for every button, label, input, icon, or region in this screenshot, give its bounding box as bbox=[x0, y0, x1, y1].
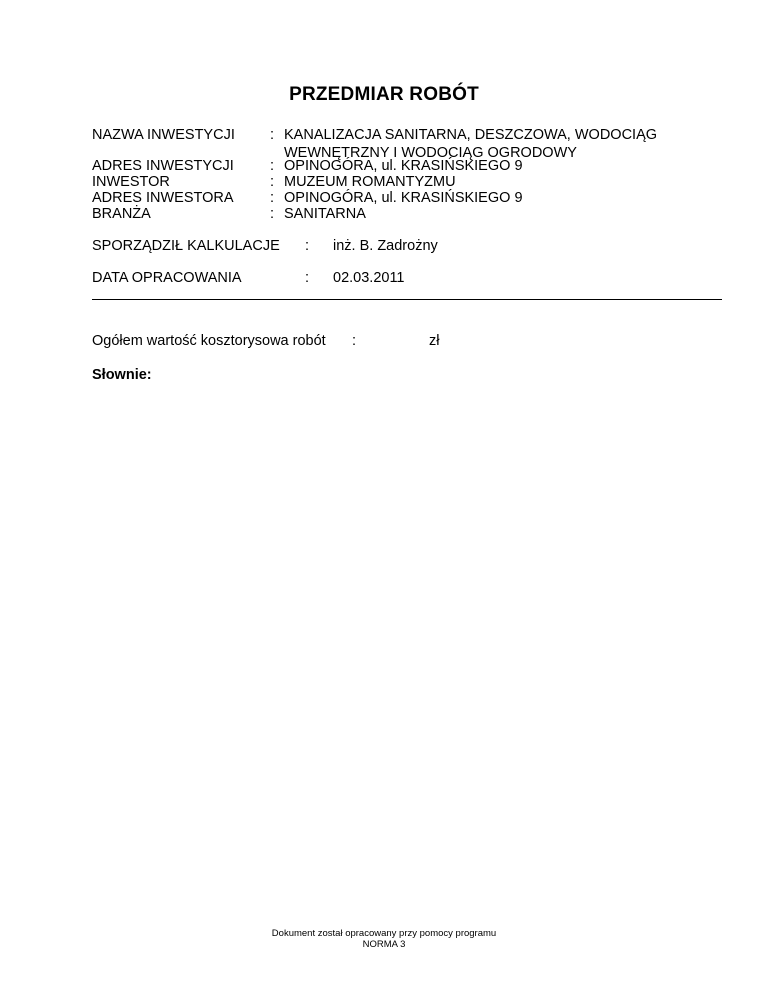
info-value-line: OPINOGÓRA, ul. KRASIŃSKIEGO 9 bbox=[284, 190, 523, 206]
footer-line: Dokument został opracowany przy pomocy programu bbox=[271, 928, 497, 939]
total-label: Ogółem wartość kosztorysowa robót bbox=[92, 333, 326, 349]
info-label: INWESTOR bbox=[92, 174, 170, 190]
info-value-line: KANALIZACJA SANITARNA, DESZCZOWA, WODOCIĄG bbox=[284, 127, 658, 143]
footer-line: NORMA 3 bbox=[362, 939, 406, 950]
slownie-label: Słownie: bbox=[92, 367, 152, 383]
page-title: PRZEDMIAR ROBÓT bbox=[289, 84, 479, 105]
total-colon: : bbox=[352, 333, 357, 349]
info-value-line: MUZEUM ROMANTYZMU bbox=[284, 174, 456, 190]
info-label: ADRES INWESTYCJI bbox=[92, 158, 234, 174]
info-colon: : bbox=[270, 206, 275, 222]
info-colon: : bbox=[270, 190, 275, 206]
info-label: BRANŻA bbox=[92, 206, 151, 222]
footer bbox=[0, 928, 768, 950]
info-value-line: OPINOGÓRA, ul. KRASIŃSKIEGO 9 bbox=[284, 158, 523, 174]
info-value-line: SANITARNA bbox=[284, 206, 366, 222]
info-value bbox=[284, 205, 724, 223]
info-colon: : bbox=[270, 127, 275, 143]
info-colon: : bbox=[270, 174, 275, 190]
info-value-line: WEWNĘTRZNY I WODOCIĄG OGRODOWY bbox=[284, 145, 577, 161]
total-currency: zł bbox=[429, 333, 440, 349]
info-colon: : bbox=[270, 158, 275, 174]
info-label: ADRES INWESTORA bbox=[92, 190, 234, 206]
data-opracowania-value: 02.03.2011 bbox=[333, 270, 405, 286]
kalkulacja-label: SPORZĄDZIŁ KALKULACJE bbox=[92, 238, 280, 254]
data-opracowania-colon: : bbox=[305, 270, 310, 286]
kalkulacja-colon: : bbox=[305, 238, 310, 254]
divider bbox=[92, 299, 722, 300]
kalkulacja-value: inż. B. Zadrożny bbox=[333, 238, 438, 254]
info-label: NAZWA INWESTYCJI bbox=[92, 127, 235, 143]
data-opracowania-label: DATA OPRACOWANIA bbox=[92, 270, 242, 286]
